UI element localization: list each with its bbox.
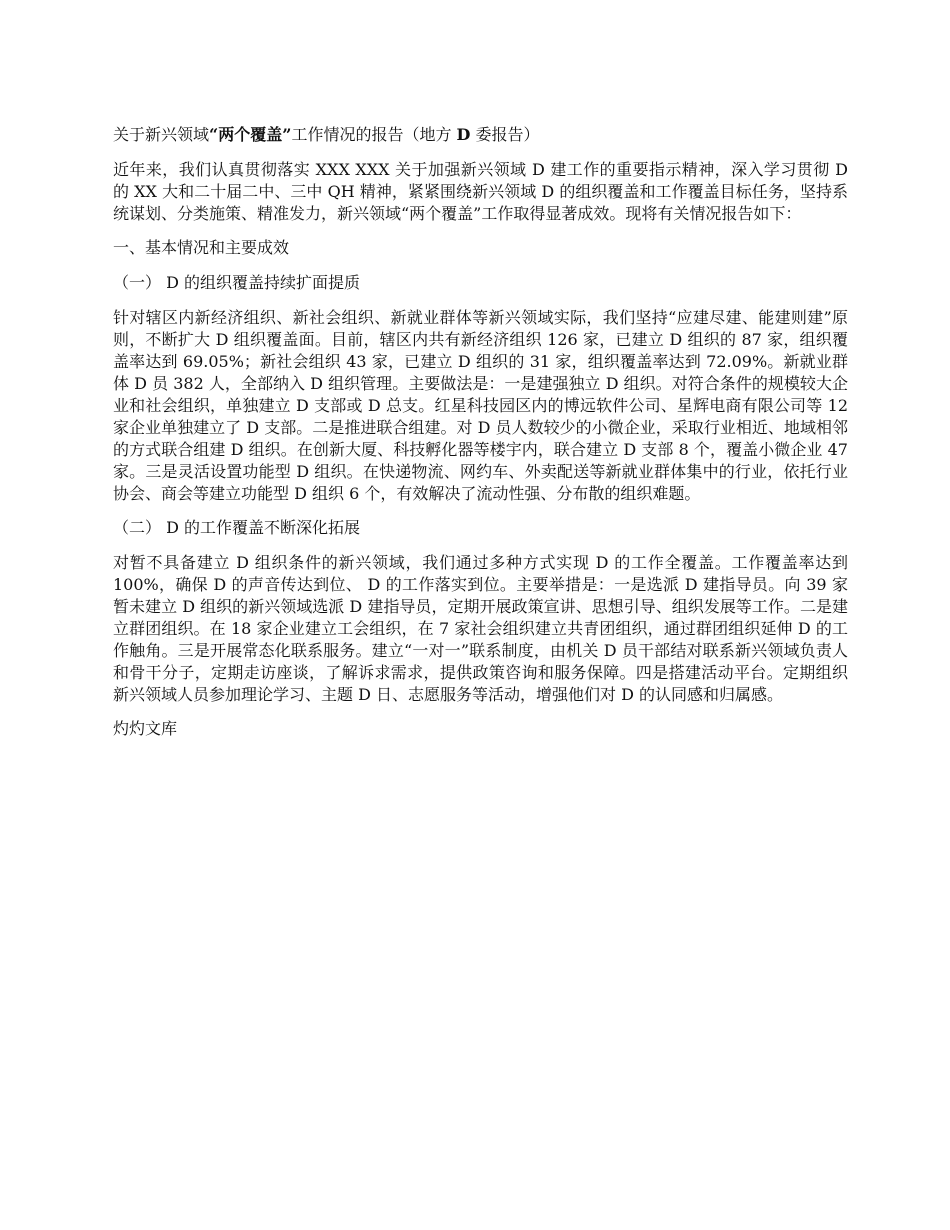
title-part-2: “两个覆盖”	[209, 125, 292, 144]
footer-source: 灼灼文库	[113, 719, 178, 738]
subsection-2-body: 对暂不具备建立 D 组织条件的新兴领域，我们通过多种方式实现 D 的工作全覆盖。工作覆盖率达到 100%，确保 D 的声音传达到位、 D 的工作落实到位。主要举措是：一是选派 D 建指导员。向 39 家暂未建立 D 组织的新兴领域选派 D 建指导员，定期开展政策宣讲、思想引导、组织发展等工作。二是建立群团组织。在 18 家企业建立工会组织，在 7 家社会组织建立共青团组织，通过群团组织延伸 D 的工作触角。三是开展常态化联系服务。建立“一对一”联系制度，由机关 D 员干部结对联系新兴领域负责人和骨干分子，定期走访座谈，了解诉求需求，提供政策咨询和服务保障。四是搭建活动平台。定期组织新兴领域人员参加理论学习、主题 D 日、志愿服务等活动，增强他们对 D 的认同感和归属感。	[113, 553, 848, 704]
document-page	[113, 124, 848, 756]
subsection-2-heading: （二） D 的工作覆盖不断深化拓展	[113, 518, 361, 537]
subsection-1-body: 针对辖区内新经济组织、新社会组织、新就业群体等新兴领域实际，我们坚持“应建尽建、能建则建”原则，不断扩大 D 组织覆盖面。目前，辖区内共有新经济组织 126 家，已建立 D 组织的 87 家，组织覆盖率达到 69.05%；新社会组织 43 家，已建立 D 组织的 31 家，组织覆盖率达到 72.09%。新就业群体 D 员 382 人，全部纳入 D 组织管理。主要做法是：一是建强独立 D 组织。对符合条件的规模较大企业和社会组织，单独建立 D 支部或 D 总支。红星科技园区内的博远软件公司、星辉电商有限公司等 12 家企业单独建立了 D 支部。二是推进联合组建。对 D 员人数较少的小微企业，采取行业相近、地域相邻的方式联合组建 D 组织。在创新大厦、科技孵化器等楼宇内，联合建立 D 支部 8 个，覆盖小微企业 47 家。三是灵活设置功能型 D 组织。在快递物流、网约车、外卖配送等新就业群体集中的行业，依托行业协会、商会等建立功能型 D 组织 6 个，有效解决了流动性强、分布散的组织难题。	[113, 308, 848, 503]
section-1-heading: 一、基本情况和主要成效	[113, 238, 290, 257]
title-part-1: 关于新兴领域	[113, 125, 210, 144]
subsection-1-heading: （一） D 的组织覆盖持续扩面提质	[113, 273, 361, 292]
intro-paragraph: 近年来，我们认真贯彻落实 XXX XXX 关于加强新兴领域 D 建工作的重要指示精神，深入学习贯彻 D 的 XX 大和二十届二中、三中 QH 精神，紧紧围绕新兴领域 D 的组织覆盖和工作覆盖目标任务，坚持系统谋划、分类施策、精准发力，新兴领域“两个覆盖”工作取得显著成效。现将有关情况报告如下：	[113, 160, 848, 223]
document-title	[113, 124, 848, 146]
title-part-5: 委报告）	[470, 125, 540, 144]
title-part-4: D	[456, 125, 471, 144]
title-part-3: 工作情况的报告（地方	[291, 125, 457, 144]
